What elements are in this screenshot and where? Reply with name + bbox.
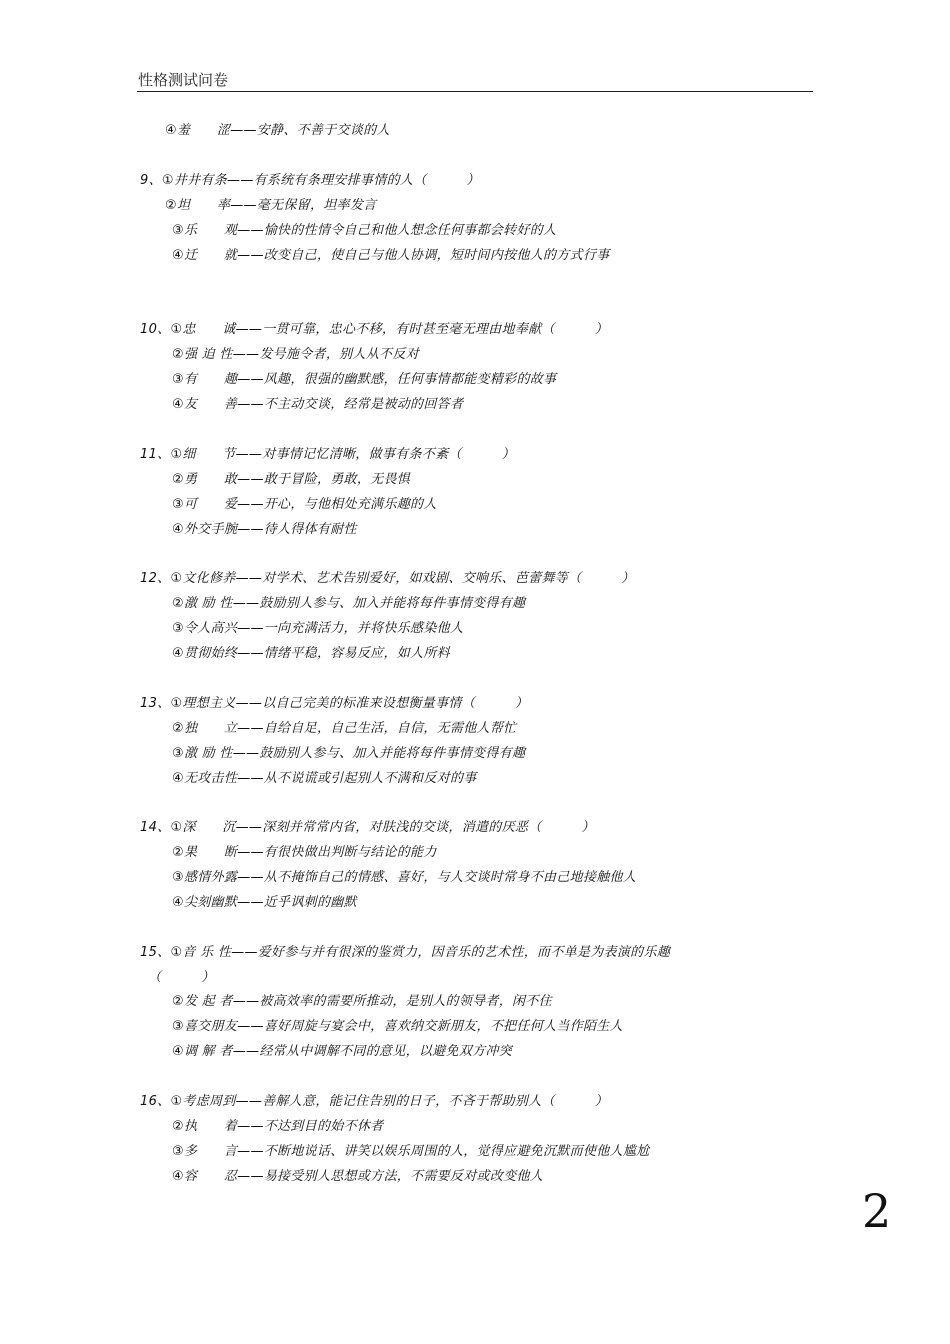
option-line: ④外交手腕——待人得体有耐性 (172, 522, 357, 537)
option-line: ④友 善——不主动交谈，经常是被动的回答者 (172, 397, 464, 412)
option-line: ②强 迫 性——发号施令者，别人从不反对 (172, 347, 419, 362)
option-line: ③多 言——不断地说话、讲笑以娱乐周围的人，觉得应避免沉默而使他人尴尬 (172, 1144, 650, 1159)
question-line: 16、①考虑周到——善解人意，能记住告别的日子，不吝于帮助别人（ ） (140, 1094, 608, 1109)
question-line: 12、①文化修养——对学术、艺术告别爱好，如戏剧、交响乐、芭蕾舞等（ ） (140, 571, 635, 586)
question-line: 14、①深 沉——深刻并常常内省，对肤浅的交谈，消遣的厌恶（ ） (140, 820, 595, 835)
question-line: 11、①细 节——对事情记忆清晰，做事有条不紊（ ） (140, 447, 515, 462)
question-line: 10、①忠 诚——一贯可靠，忠心不移，有时甚至毫无理由地奉献（ ） (140, 322, 608, 337)
page-number: 2 (862, 1184, 892, 1238)
header-divider (137, 91, 813, 92)
option-line: ③有 趣——风趣，很强的幽默感，任何事情都能变精彩的故事 (172, 372, 557, 387)
option-line: ④容 忍——易接受别人思想或方法，不需要反对或改变他人 (172, 1169, 544, 1184)
option-line: ④无攻击性——从不说谎或引起别人不满和反对的事 (172, 771, 477, 786)
option-line: ②激 励 性——鼓励别人参与、加入并能将每件事情变得有趣 (172, 596, 526, 611)
option-line: ③乐 观——愉快的性情令自己和他人想念任何事都会转好的人 (172, 223, 557, 238)
option-line: ②独 立——自给自足，自己生活，自信，无需他人帮忙 (172, 721, 517, 736)
option-line: ③感情外露——从不掩饰自己的情感、喜好，与人交谈时常身不由己地接触他人 (172, 870, 637, 885)
option-line: ②勇 敢——敢于冒险，勇敢，无畏惧 (172, 472, 411, 487)
option-line: ②坦 率——毫无保留，坦率发言 (165, 198, 377, 213)
option-line: ③可 爱——开心，与他相处充满乐趣的人 (172, 497, 437, 512)
option-line: ③激 励 性——鼓励别人参与、加入并能将每件事情变得有趣 (172, 746, 526, 761)
option-line: ③喜交朋友——喜好周旋与宴会中，喜欢纳交新朋友，不把任何人当作陌生人 (172, 1019, 623, 1034)
option-line: ④贯彻始终——情绪平稳，容易反应，如人所料 (172, 646, 450, 661)
question-line: 9、①井井有条——有系统有条理安排事情的人（ ） (140, 173, 480, 188)
option-line: ②发 起 者——被高效率的需要所推动，是别人的领导者，闲不住 (172, 994, 552, 1009)
answer-blank: （ ） (148, 970, 215, 985)
option-line: ②果 断——有很快做出判断与结论的能力 (172, 845, 437, 860)
option-line: ④羞 涩——安静、不善于交谈的人 (165, 123, 390, 138)
option-line: ④调 解 者——经常从中调解不同的意见，以避免双方冲突 (172, 1044, 513, 1059)
question-line: 13、①理想主义——以自己完美的标准来设想衡量事情（ ） (140, 696, 529, 711)
page-header-title: 性格测试问卷 (138, 71, 229, 89)
option-line: ④尖刻幽默——近乎讽刺的幽默 (172, 895, 357, 910)
question-line: 15、①音 乐 性——爱好参与并有很深的鉴赏力，因音乐的艺术性，而不单是为表演的乐趣 (140, 945, 671, 960)
option-line: ③令人高兴——一向充满活力，并将快乐感染他人 (172, 621, 464, 636)
option-line: ②执 着——不达到目的始不休者 (172, 1119, 384, 1134)
option-line: ④迁 就——改变自己，使自己与他人协调，短时间内按他人的方式行事 (172, 248, 610, 263)
